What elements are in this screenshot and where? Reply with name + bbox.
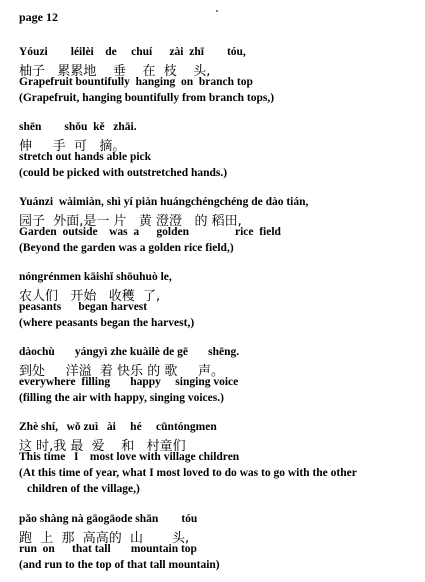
stanza-7-hanzi: 跑 上 那 高高的 山 头, xyxy=(19,531,190,546)
stanza-5-pinyin: dàochù yángyì zhe kuàilè de gē shēng. xyxy=(19,346,240,358)
stanza-1-hanzi: 柚子 累累地 垂 在 枝 头, xyxy=(19,64,211,79)
stanza-1-pinyin: Yóuzi léilèi de chuí zài zhī tóu, xyxy=(19,46,246,58)
stanza-7-gloss: run on that tall mountain top xyxy=(19,543,197,555)
stanza-1-gloss: Grapefruit bountifully hanging on branch top xyxy=(19,76,253,88)
stanza-2-translation: (could be picked with outstretched hands.) xyxy=(19,167,228,179)
stanza-5-translation: (filling the air with happy, singing voices.) xyxy=(19,392,224,404)
stanza-6-translation: (At this time of year, what I most loved to do was to go with the other xyxy=(19,467,357,479)
speck xyxy=(216,10,218,12)
stanza-3-translation: (Beyond the garden was a golden rice field,) xyxy=(19,242,234,254)
stanza-3-gloss: Garden outside was a golden rice field xyxy=(19,226,281,238)
stanza-6-pinyin: Zhè shí, wǒ zuì ài hé cūntóngmen xyxy=(19,421,217,433)
stanza-4-gloss: peasants began harvest xyxy=(19,301,148,313)
stanza-5-gloss: everywhere filling happy singing voice xyxy=(19,376,239,388)
stanza-2-pinyin: shēn shǒu kě zhāi. xyxy=(19,121,137,133)
stanza-3-hanzi: 园子 外面,是一 片 黄 澄澄 的 稻田, xyxy=(19,214,242,229)
stanza-4-hanzi: 农人们 开始 收穫 了, xyxy=(19,289,161,304)
stanza-7-pinyin: pǎo shàng nà gāogāode shān tóu xyxy=(19,513,198,525)
stanza-6-hanzi: 这 时,我 最 爱 和 村童们 xyxy=(19,439,186,454)
stanza-4-translation: (where peasants began the harvest,) xyxy=(19,317,195,329)
stanza-7-translation: (and run to the top of that tall mountain) xyxy=(19,559,220,571)
stanza-2-gloss: stretch out hands able pick xyxy=(19,151,152,163)
stanza-1-translation: (Grapefruit, hanging bountifully from branch tops,) xyxy=(19,92,275,104)
stanza-2-hanzi: 伸 手 可 摘。 xyxy=(19,139,126,154)
stanza-4-pinyin: nóngrénmen kāishǐ shōuhuò le, xyxy=(19,271,172,283)
page-number: page 12 xyxy=(19,10,58,24)
stanza-6-translation-cont: children of the village,) xyxy=(27,483,140,495)
stanza-6-gloss: This time I most love with village children xyxy=(19,451,240,463)
stanza-5-hanzi: 到处 洋溢 着 快乐 的 歌 声。 xyxy=(19,364,224,379)
stanza-3-pinyin: Yuánzi wàimiàn, shì yí piàn huángchéngchéng de dào tián, xyxy=(19,196,309,208)
